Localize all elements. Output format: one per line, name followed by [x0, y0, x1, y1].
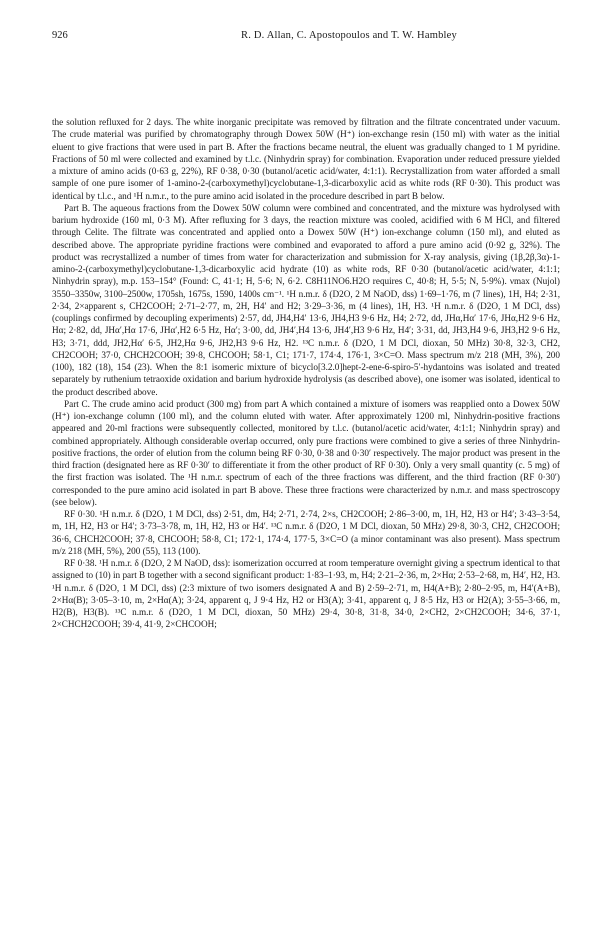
paragraph-rf-038: RF 0·38. ¹H n.m.r. δ (D2O, 2 M NaOD, dss): isomerization occurred at room temperature overnight giving a spectrum identical to that assigned to (10) in part B together with a second significant product: 1·83–1·93, m, H4; 2·21–2·36, m, 2×Hα; 2·53–2·68, m, H4′, H2, H3. ¹H n.m.r. δ (D2O, 1 M DCl, dss) (2:3 mixture of two isomers designated A and B) 2·59–2·71, m, H4(A+B); 2·80–2·95, m, H4′(A+B), 2×Hα(B); 3·05–3·10, m, 2×Hα(A); 3·24, apparent q, J 9·4 Hz, H2 or H3(A); 3·41, apparent q, J 8·5 Hz, H3 or H2(A); 3·55–3·66, m, H2(B), H3(B). ¹³C n.m.r. δ (D2O, 1 M DCl, dioxan, 50 MHz) 29·4, 30·8, 31·8, 34·0, 2×CH2, 2×CH2COOH; 34·6, 37·1, 2×CHCH2COOH; 39·4, 41·9, 2×CHCOOH; [52, 558, 560, 630]
page [52, 30, 560, 631]
page-header [52, 30, 560, 46]
paragraph-part-c: Part C. The crude amino acid product (300 mg) from part A which contained a mixture of isomers was reapplied onto a Dowex 50W (H⁺) ion-exchange column (100 ml), and the column eluted with water. After approximately 1200 ml, Ninhydrin-positive fractions appeared and 20-ml fractions were subsequently collected, monitored by t.l.c. (butanol/acetic acid/water, 4:1:1; Ninhydrin spray) and combined appropriately. Although considerable overlap occurred, only pure fractions were combined to give a series of three Ninhydrin-positive fractions, the order of elution from the column being RF 0·30, 0·38 and 0·30′ respectively. The major product was present in the third fraction (designated here as RF 0·30′ to differentiate it from the other product of RF 0·30). Only a very small quantity (c. 5 mg) of the first fraction was isolated. The ¹H n.m.r. spectrum of each of the three fractions was different, and the third fraction (RF 0·30′) corresponded to the pure amino acid isolated in part B above. These three fractions were characterized by n.m.r. and mass spectroscopy (see below). [52, 398, 560, 507]
running-head: R. D. Allan, C. Apostopoulos and T. W. Hambley [241, 30, 457, 41]
paragraph-part-a-continued: the solution refluxed for 2 days. The white inorganic precipitate was removed by filtration and the filtrate concentrated under vacuum. The crude material was purified by chromatography through Dowex 50W (H⁺) ion-exchange resin (150 ml) with water as the initial eluent to give fractions that were used in part B. After the fractions became neutral, the eluent was gradually changed to 1 M pyridine. Fractions of 50 ml were collected and examined by t.l.c. (Ninhydrin spray) for combination. Evaporation under reduced pressure yielded a mixture of amino acids (0·63 g, 22%), RF 0·38, 0·30 (butanol/acetic acid/water, 4:1:1). Recrystallization from water afforded a small sample of one pure isomer of 1-amino-2-(carboxymethyl)cyclobutane-1,3-dicarboxylic acid as white rods (RF 0·30). This product was identical by t.l.c., and ¹H n.m.r., to the pure amino acid isolated in the procedure described in part B below. [52, 117, 560, 201]
paragraph-rf-030: RF 0·30. ¹H n.m.r. δ (D2O, 1 M DCl, dss) 2·51, dm, H4; 2·71, 2·74, 2×s, CH2COOH; 2·86–3·00, m, 1H, H2, H3 or H4′; 3·43–3·54, m, 1H, H2, H3 or H4′; 3·73–3·78, m, 1H, H2, H3 or H4′. ¹³C n.m.r. δ (D2O, 1 M DCl, dioxan, 50 MHz) 29·8, 30·3, CH2, CH2COOH; 36·6, CHCH2COOH; 37·8, CHCOOH; 58·8, C1; 172·1, 174·4, 177·5, 3×C=O (a minor contaminant was also present). Mass spectrum m/z 218 (MH, 5%), 200 (55), 113 (100). [52, 509, 560, 556]
page-number: 926 [52, 30, 68, 41]
article-body [52, 116, 560, 631]
paragraph-part-b: Part B. The aqueous fractions from the Dowex 50W column were combined and concentrated, and the mixture was hydrolysed with barium hydroxide (160 ml, 0·3 M). After refluxing for 3 days, the reaction mixture was cooled, acidified with 6 M HCl, and filtered through Celite. The filtrate was concentrated and applied onto a Dowex 50W (H⁺) ion-exchange column (150 ml), and eluted as described above. The appropriate pyridine fractions were combined and evaporated to afford a pure amino acid (0·92 g, 32%). The product was recrystallized a number of times from water for characterization and submission for X-ray analysis, giving (1β,2β,3α)-1-amino-2-(carboxymethyl)cyclobutane-1,3-dicarboxylic acid hydrate (10) as white rods, RF 0·30 (butanol/acetic acid/water, 4:1:1; Ninhydrin spray), m.p. 153–154° (Found: C, 41·1; H, 5·6; N, 6·2. C8H11NO6.H2O requires C, 40·8; H, 5·5; N, 5·9%). νmax (Nujol) 3550–3350w, 3100–2500w, 1705sh, 1675s, 1590, 1400s cm⁻¹. ¹H n.m.r. δ (D2O, 2 M NaOD, dss) 1·69–1·76, m (7 lines), 1H, H4; 2·31, 2·34, 2×apparent s, CH2COOH; 2·71–2·77, m, 2H, H4′ and H2; 3·29–3·36, m (4 lines), 1H, H3. ¹H n.m.r. δ (D2O, 1 M DCl, dss) (couplings confirmed by decoupling experiments) 2·57, dd, JH4,H4′ 13·6, JH4,H3 9·6 Hz, H4; 2·72, dd, JHα,Hα′ 17·6, JHα,H2 9·6 Hz, Hα; 2·82, dd, JHα′,Hα 17·6, JHα′,H2 6·5 Hz, Hα′; 3·00, dd, JH4′,H4 13·6, JH4′,H3 9·6 Hz, H4′; 3·31, dd, JH3,H4 9·6, JH3,H2 9·6 Hz, H3; 3·71, ddd, JH2,Hα′ 6·5, JH2,Hα 9·6, JH2,H3 9·6 Hz, H2. ¹³C n.m.r. δ (D2O, 1 M DCl, dioxan, 50 MHz) 30·8, 32·3, CH2, CH2COOH; 37·0, CHCH2COOH; 39·8, CHCOOH; 58·1, C1; 171·7, 174·4, 176·1, 3×C=O. Mass spectrum m/z 218 (MH, 3%), 200 (100), 182 (18), 154 (23). When the 8:1 isomeric mixture of bicyclo[3.2.0]hept-2-ene-6-spiro-5′-hydantoins was isolated and treated separately by ruthenium tetraoxide oxidation and barium hydroxide hydrolysis (as described above), one isomer was isolated, identical to the product described above. [52, 202, 560, 397]
